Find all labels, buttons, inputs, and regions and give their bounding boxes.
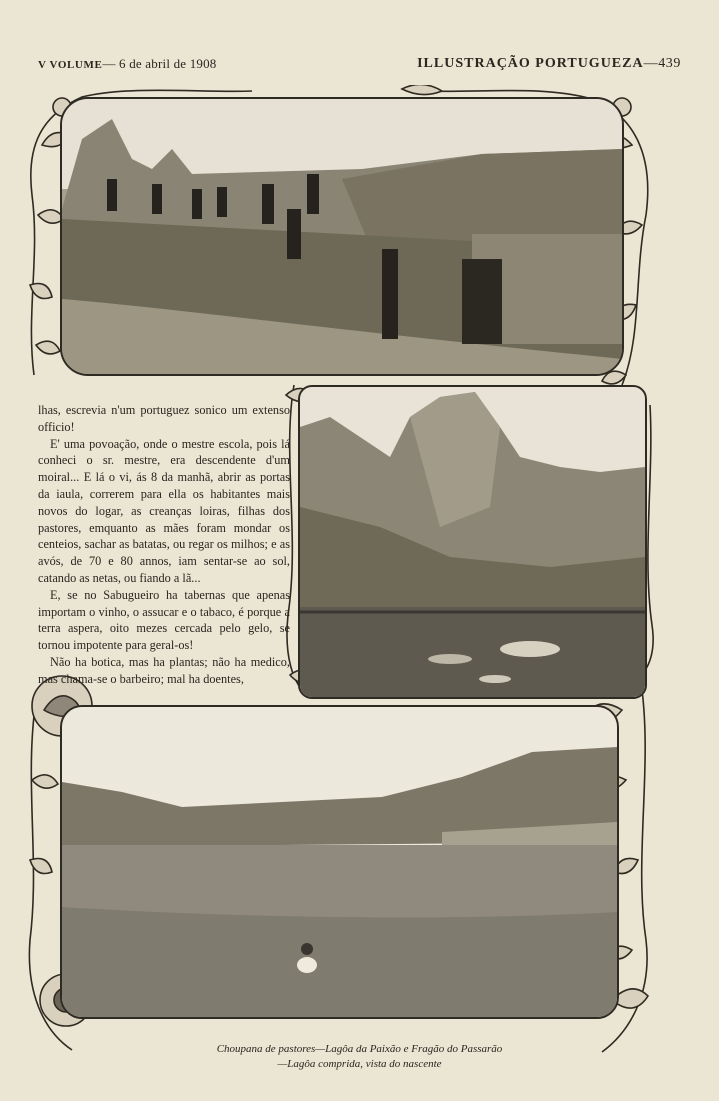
article-paragraph: E' uma povoação, onde o mestre escola, pois lá conheci o sr. mestre, era descendente d'um moiral... E lá o vi, ás 8 da manhã, abrir as portas da iaula, correrem para ella os habitantes mais novos do logar, as creanças loiras, filhas dos pastores, emquanto as mães foram mondar os centeios, sachar as batatas, ou regar os milhos; e as avós, de 70 e 80 annos, iam sentar-se ao sol, catando as netas, ou fiando a lã... xyxy=(38,436,290,585)
photo-shepherds-hut xyxy=(60,97,624,376)
header-right xyxy=(417,56,681,72)
photo-lagoa-comprida xyxy=(60,705,619,1019)
page-number: —439 xyxy=(643,56,681,71)
article-paragraph: Não ha botica, mas ha plantas; não ha medico, mas chama-se o barbeiro; mal ha doentes, xyxy=(38,654,290,686)
caption-line-1: Choupana de pastores—Lagôa da Paixão e Fragão do Passarão xyxy=(216,1043,503,1055)
header-left xyxy=(38,56,217,72)
article-paragraph: lhas, escrevia n'um portuguez sonico um extenso officio! xyxy=(38,403,290,434)
publication-title: ILLUSTRAÇÃO PORTUGUEZA xyxy=(417,56,644,71)
page-header xyxy=(38,56,681,78)
article-text xyxy=(38,402,290,688)
volume-label: V VOLUME xyxy=(38,59,103,71)
caption-line-2: —Lagôa comprida, vista do nascente xyxy=(277,1058,442,1070)
photo-caption xyxy=(0,1042,719,1072)
photo-lagoa-da-paixao xyxy=(298,385,647,699)
article-paragraph: E, se no Sabugueiro ha tabernas que apenas importam o vinho, o assucar e o tabaco, é porque a terra aspera, oito mezes cercada pelo gelo, se tornou impotente para geral-os! xyxy=(38,587,290,653)
issue-date: — 6 de abril de 1908 xyxy=(102,56,217,71)
